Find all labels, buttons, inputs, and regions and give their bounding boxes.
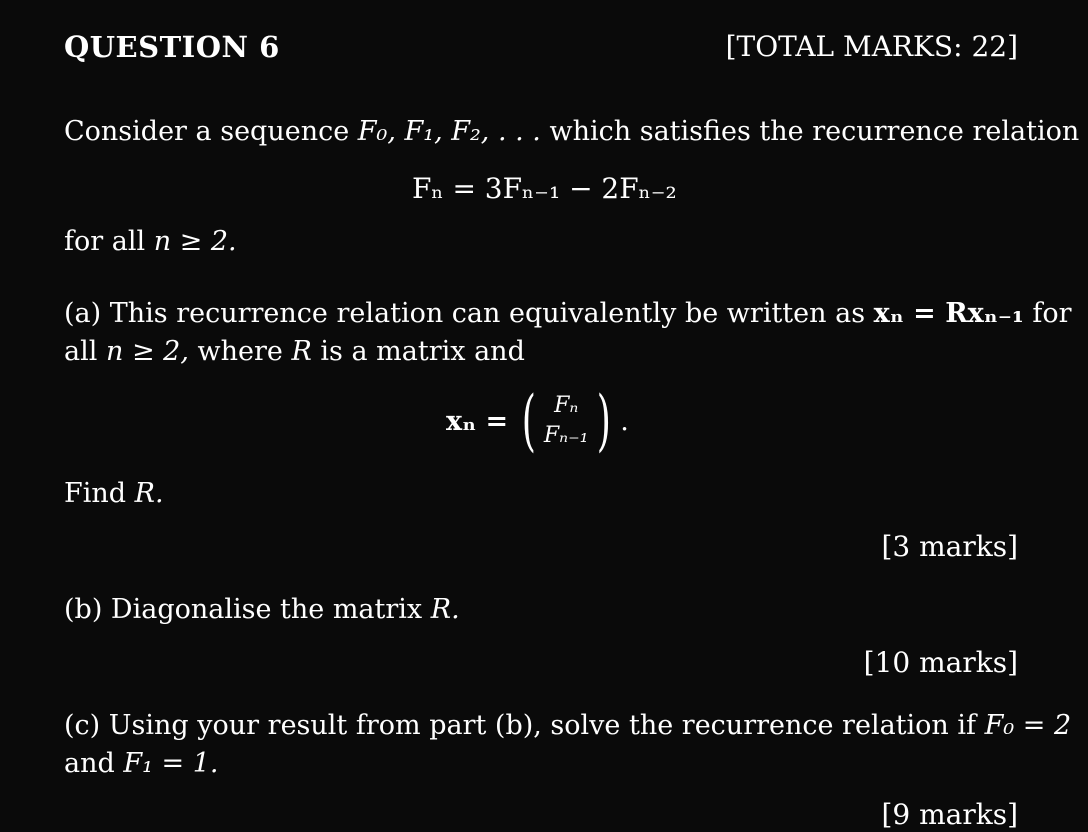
- part-a-text: (a) This recurrence relation can equivalently be written as: [64, 298, 866, 329]
- part-c-math1: F₀ = 2: [984, 710, 1072, 741]
- intro-text-before: Consider a sequence: [64, 116, 350, 147]
- vector-top-entry: Fₙ: [554, 393, 579, 418]
- part-c-text: (c) Using your result from part (b), solve the recurrence relation if: [64, 710, 977, 741]
- part-b-var: R.: [430, 594, 460, 625]
- find-R-line: [64, 478, 164, 509]
- part-a-line2-mid: where: [197, 336, 283, 367]
- condition-prefix: for all: [64, 226, 146, 257]
- left-paren: (: [521, 382, 537, 459]
- recurrence-equation: Fₙ = 3Fₙ₋₁ − 2Fₙ₋₂: [412, 172, 677, 205]
- vector-lhs: xₙ =: [446, 405, 509, 437]
- column-vector: [516, 382, 616, 459]
- part-a-marks: [3 marks]: [881, 530, 1018, 563]
- find-var: R.: [134, 478, 164, 509]
- part-b-text: (b) Diagonalise the matrix: [64, 594, 423, 625]
- intro-sequence: F₀, F₁, F₂, . . .: [357, 116, 541, 147]
- total-marks: [TOTAL MARKS: 22]: [725, 30, 1018, 63]
- part-a-line2: [64, 336, 525, 367]
- intro-line: [64, 116, 1079, 147]
- vector-definition: [446, 382, 629, 459]
- condition-math: n ≥ 2.: [153, 226, 237, 257]
- part-b-line: [64, 594, 460, 625]
- part-c-line2-prefix: and: [64, 748, 115, 779]
- vector-column: [542, 391, 591, 451]
- intro-condition-line: [64, 226, 237, 257]
- part-c-marks: [9 marks]: [881, 798, 1018, 831]
- find-text: Find: [64, 478, 127, 509]
- right-paren: ): [596, 382, 611, 459]
- part-c-line1: [64, 710, 1071, 741]
- part-a-line2-R: R: [291, 336, 312, 367]
- part-c-line2: [64, 748, 218, 779]
- vector-period: .: [620, 405, 629, 437]
- part-a-line2-math: n ≥ 2,: [105, 336, 189, 367]
- part-c-math2: F₁ = 1.: [123, 748, 219, 779]
- part-a-line1: [64, 298, 1072, 329]
- vector-bottom-entry: Fₙ₋₁: [543, 423, 589, 448]
- part-a-line1-end: for: [1032, 298, 1072, 329]
- part-a-line2-end: is a matrix and: [320, 336, 525, 367]
- part-a-relation: xₙ = Rxₙ₋₁: [873, 298, 1024, 329]
- part-a-line2-prefix: all: [64, 336, 98, 367]
- part-b-marks: [10 marks]: [863, 646, 1018, 679]
- question-title: QUESTION 6: [64, 30, 280, 64]
- intro-text-after: which satisfies the recurrence relation: [549, 116, 1080, 147]
